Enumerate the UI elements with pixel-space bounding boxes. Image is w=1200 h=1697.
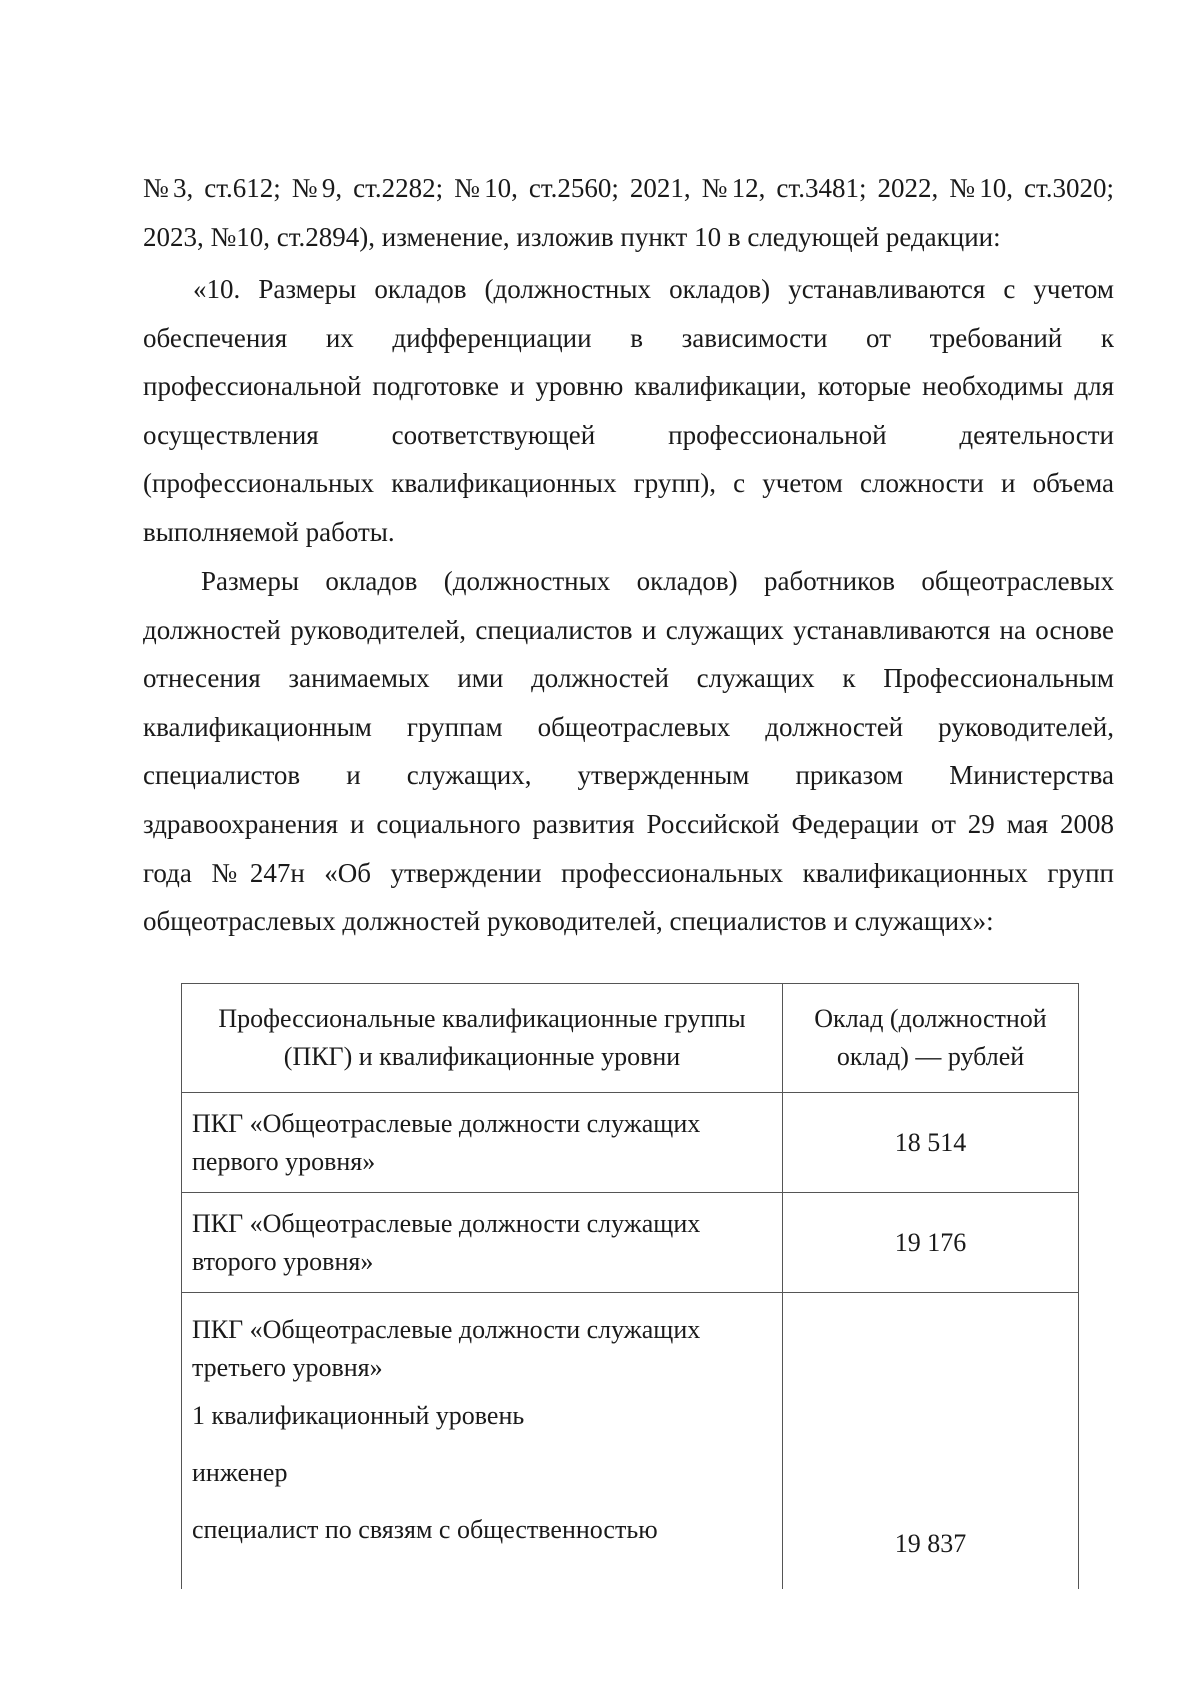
- table-row: [182, 1093, 1079, 1193]
- salary-table: [181, 983, 1079, 1589]
- group-name: ПКГ «Общеотраслевые должности служащих третьего уровня»: [192, 1315, 701, 1382]
- salary-value-cell: 19 176: [783, 1193, 1079, 1293]
- qualification-level: 1 квалификационный уровень: [192, 1401, 525, 1430]
- column-header-salary: Оклад (должностной оклад) — рублей: [783, 984, 1079, 1093]
- column-header-groups: Профессиональные квалификационные группы (ПКГ) и квалификационные уровни: [182, 984, 783, 1093]
- table-row: [182, 1193, 1079, 1293]
- paragraph-citation: [143, 164, 1114, 261]
- text-line: 2023, №10, ст.2894), изменение, изложив пункт 10 в следующей редакции:: [143, 221, 1001, 252]
- position-name: инженер: [192, 1458, 288, 1487]
- table-header-row: [182, 984, 1079, 1093]
- group-name-cell: [182, 1293, 783, 1590]
- position-name: специалист по связям с общественностью: [192, 1515, 658, 1544]
- paragraph-item-10: [143, 265, 1114, 557]
- group-name-cell: ПКГ «Общеотраслевые должности служащих первого уровня»: [182, 1093, 783, 1193]
- text-line: №3, ст.612; №9, ст.2282; №10, ст.2560; 2021, №12, ст.3481; 2022, №10, ст.3020;: [143, 173, 1114, 203]
- paragraph-text: «10. Размеры окладов (должностных окладов) устанавливаются с учетом обеспечения их дифференциации в зависимости от требований к профессиональной подготовке и уровню квалификации, которые необходимы для осуществления соответствующей профессиональной деятельности (профессиональных квалификационных групп), с учетом сложности и объема выполняемой работы.: [143, 274, 1114, 547]
- table-row: [182, 1293, 1079, 1590]
- salary-value-cell: 19 837: [783, 1293, 1079, 1590]
- salary-value-cell: 18 514: [783, 1093, 1079, 1193]
- paragraph-salary-basis: [143, 557, 1114, 946]
- paragraph-text: Размеры окладов (должностных окладов) работников общеотраслевых должностей руководителей, специалистов и служащих устанавливаются на основе отнесения занимаемых ими должностей служащих к Профессиональным квалификационным группам общеотраслевых должностей руководителей, специалистов и служащих, утвержденным приказом Министерства здравоохранения и социального развития Российской Федерации от 29 мая 2008 года №247н «Об утверждении профессиональных квалификационных групп общеотраслевых должностей руководителей, специалистов и служащих»:: [143, 566, 1114, 937]
- group-name-cell: ПКГ «Общеотраслевые должности служащих второго уровня»: [182, 1193, 783, 1293]
